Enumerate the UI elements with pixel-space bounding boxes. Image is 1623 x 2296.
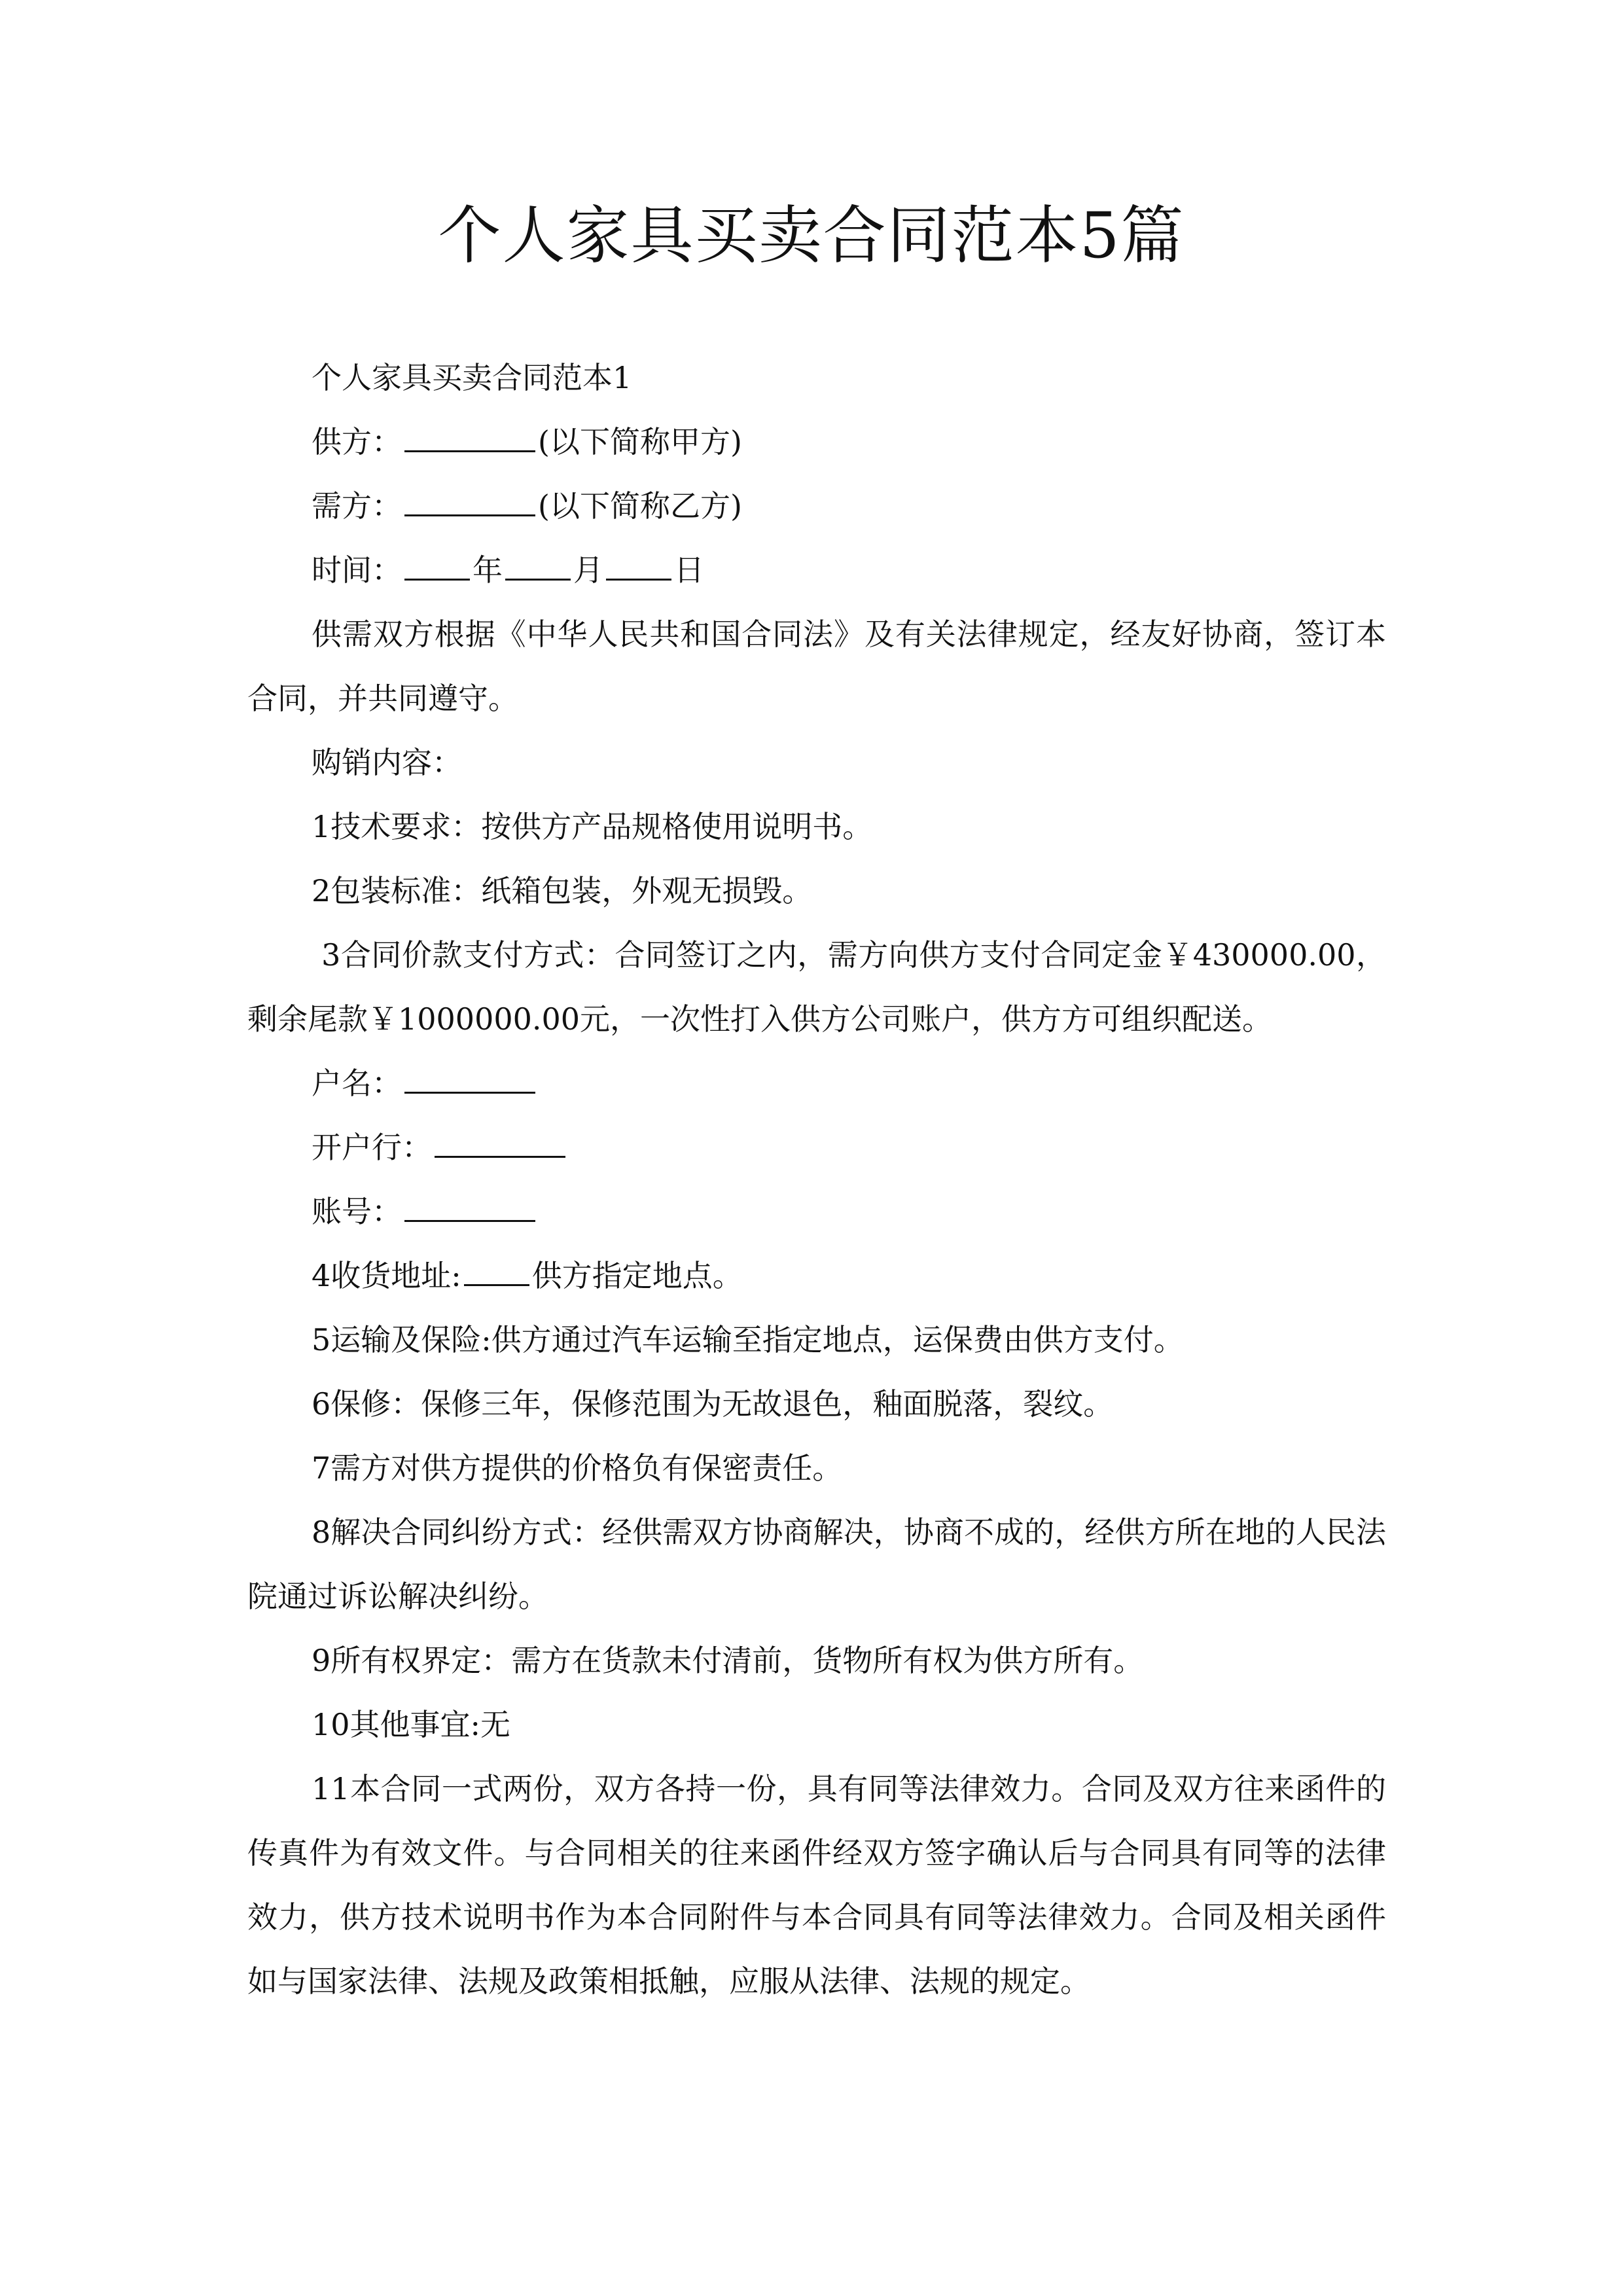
intro-paragraph: 供需双方根据《中华人民共和国合同法》及有关法律规定，经友好协商，签订本合同，并共同遵守。 [247, 617, 1386, 716]
clause-4-prefix: 4收货地址: [312, 1258, 461, 1293]
account-name-blank [404, 1066, 535, 1094]
document-body [247, 346, 1386, 2013]
clause-6: 6保修：保修三年，保修范围为无故退色，釉面脱落，裂纹。 [312, 1386, 1114, 1422]
document-title: 个人家具买卖合同范本5篇 [438, 199, 1185, 272]
date-line [247, 538, 1386, 602]
clause-1: 1技术要求：按供方产品规格使用说明书。 [312, 809, 873, 844]
clause-3: 3合同价款支付方式：合同签订之内，需方向供方支付合同定金￥430000.00，剩余尾款￥1000000.00元，一次性打入供方公司账户，供方方可组织配送。 [247, 937, 1386, 1037]
account-name-line [247, 1051, 1386, 1115]
address-blank [464, 1258, 529, 1286]
year-blank [404, 552, 470, 581]
supplier-line [247, 410, 1386, 474]
bank-blank [435, 1130, 565, 1158]
bank-label: 开户行： [312, 1130, 432, 1165]
buyer-suffix: (以下简称乙方) [538, 488, 742, 524]
clause-10: 10其他事宜:无 [312, 1707, 511, 1742]
supplier-label: 供方： [312, 424, 402, 459]
date-month: 月 [573, 552, 603, 588]
account-number-label: 账号： [312, 1194, 402, 1229]
section-heading: 个人家具买卖合同范本1 [312, 360, 632, 395]
day-blank [606, 552, 671, 581]
buyer-blank [404, 488, 535, 516]
date-year: 年 [473, 552, 503, 588]
content-heading: 购销内容： [312, 745, 462, 780]
buyer-label: 需方： [312, 488, 402, 524]
supplier-suffix: (以下简称甲方) [538, 424, 742, 459]
supplier-blank [404, 424, 535, 452]
account-name-label: 户名： [312, 1066, 402, 1101]
clause-2: 2包装标准：纸箱包装，外观无损毁。 [312, 873, 813, 908]
clause-7: 7需方对供方提供的价格负有保密责任。 [312, 1450, 843, 1486]
clause-9: 9所有权界定：需方在货款未付清前，货物所有权为供方所有。 [312, 1643, 1144, 1678]
clause-4-suffix: 供方指定地点。 [531, 1258, 743, 1293]
clause-4 [247, 1244, 1386, 1308]
date-label: 时间： [312, 552, 402, 588]
account-number-blank [404, 1194, 535, 1222]
clause-11: 11本合同一式两份，双方各持一份，具有同等法律效力。合同及双方往来函件的传真件为有效文件。与合同相关的往来函件经双方签字确认后与合同具有同等的法律效力，供方技术说明书作为本合同附件与本合同具有同等法律效力。合同及相关函件如与国家法律、法规及政策相抵触，应服从法律、法规的规定。 [247, 1771, 1386, 1999]
buyer-line [247, 474, 1386, 538]
bank-line [247, 1115, 1386, 1179]
account-number-line [247, 1179, 1386, 1244]
month-blank [505, 552, 571, 581]
date-day: 日 [674, 552, 704, 588]
clause-8: 8解决合同纠纷方式：经供需双方协商解决，协商不成的，经供方所在地的人民法院通过诉讼解决纠纷。 [247, 1515, 1386, 1614]
clause-5: 5运输及保险:供方通过汽车运输至指定地点，运保费由供方支付。 [312, 1322, 1184, 1357]
